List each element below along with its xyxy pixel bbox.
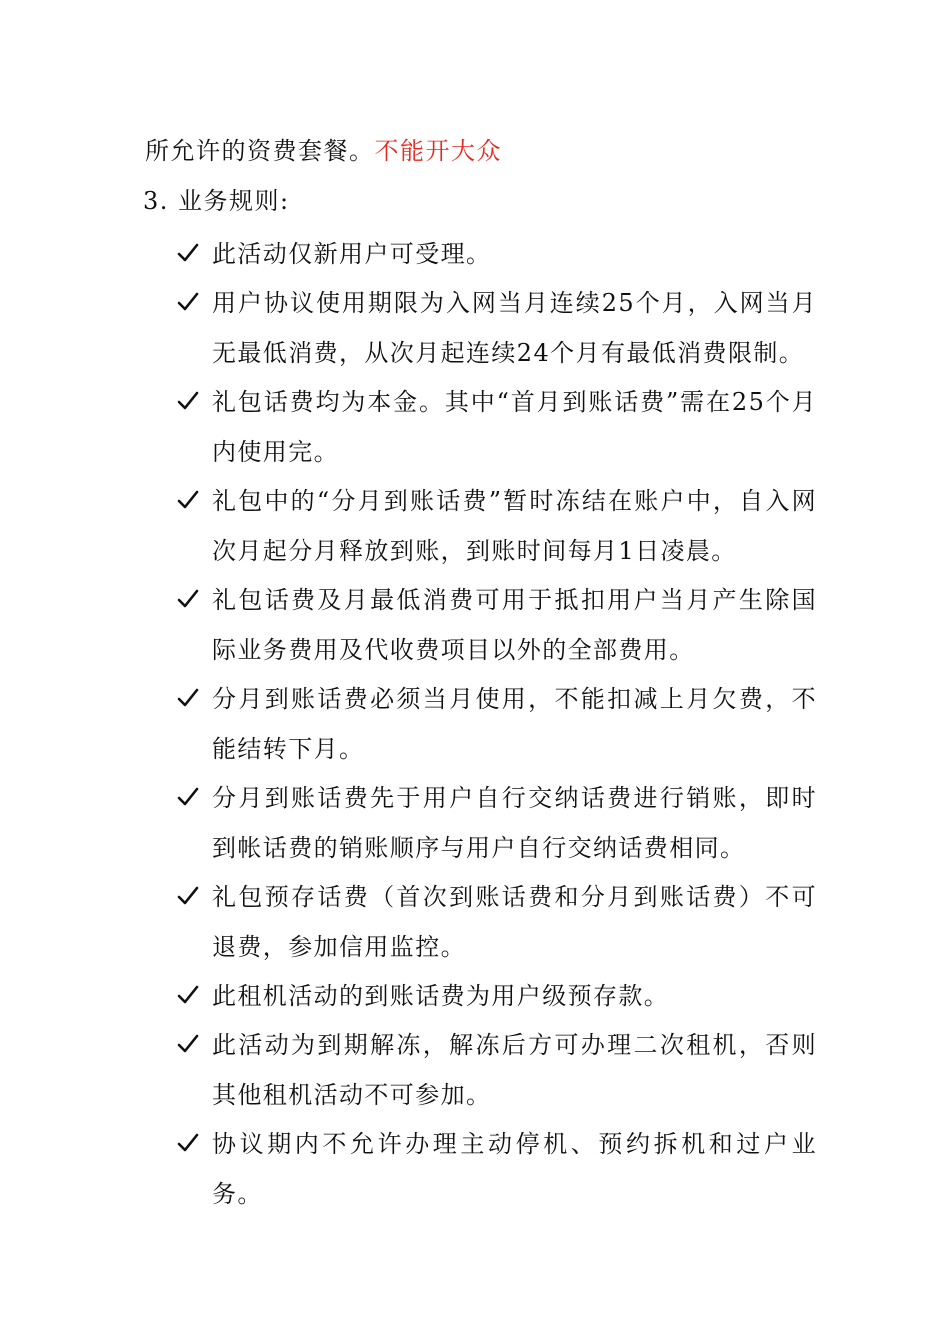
rule-text: 此活动仅新用户可受理。 bbox=[212, 240, 492, 268]
rule-item bbox=[177, 971, 817, 1021]
rule-text: 礼包预存话费（首次到账话费和分月到账话费）不可退费，参加信用监控。 bbox=[212, 883, 817, 961]
rule-item bbox=[177, 229, 817, 279]
check-mark-icon bbox=[177, 588, 199, 610]
check-mark-icon bbox=[177, 786, 199, 808]
rule-item bbox=[177, 674, 817, 774]
section-heading: 3. 业务规则: bbox=[143, 187, 290, 215]
check-mark-icon bbox=[177, 885, 199, 907]
rule-text: 协议期内不允许办理主动停机、预约拆机和过户业务。 bbox=[212, 1130, 817, 1208]
rule-item bbox=[177, 476, 817, 576]
rule-item bbox=[177, 1020, 817, 1120]
rule-text: 分月到账话费先于用户自行交纳话费进行销账，即时到帐话费的销账顺序与用户自行交纳话费相同。 bbox=[212, 784, 817, 862]
rule-text: 此活动为到期解冻，解冻后方可办理二次租机，否则其他租机活动不可参加。 bbox=[212, 1031, 817, 1109]
rule-item bbox=[177, 1119, 817, 1219]
rule-text: 礼包话费及月最低消费可用于抵扣用户当月产生除国际业务费用及代收费项目以外的全部费用。 bbox=[212, 586, 817, 664]
rule-text: 分月到账话费必须当月使用，不能扣减上月欠费，不能结转下月。 bbox=[212, 685, 817, 763]
rule-text: 此租机活动的到账话费为用户级预存款。 bbox=[212, 982, 670, 1010]
check-mark-icon bbox=[177, 291, 199, 313]
check-mark-icon bbox=[177, 390, 199, 412]
check-mark-icon bbox=[177, 489, 199, 511]
check-mark-icon bbox=[177, 1132, 199, 1154]
check-mark-icon bbox=[177, 242, 199, 264]
check-mark-icon bbox=[177, 1033, 199, 1055]
intro-line bbox=[145, 133, 502, 169]
rule-item bbox=[177, 575, 817, 675]
rule-item bbox=[177, 278, 817, 378]
rule-text: 用户协议使用期限为入网当月连续25个月，入网当月无最低消费，从次月起连续24个月有最低消费限制。 bbox=[212, 289, 817, 367]
rule-list bbox=[177, 230, 817, 1219]
rule-text: 礼包中的“分月到账话费”暂时冻结在账户中，自入网次月起分月释放到账，到账时间每月1日凌晨。 bbox=[212, 487, 817, 565]
rule-item bbox=[177, 872, 817, 972]
check-mark-icon bbox=[177, 984, 199, 1006]
rule-item bbox=[177, 773, 817, 873]
rule-item bbox=[177, 377, 817, 477]
rule-text: 礼包话费均为本金。其中“首月到账话费”需在25个月内使用完。 bbox=[212, 388, 817, 466]
intro-highlight-text: 不能开大众 bbox=[374, 137, 502, 165]
intro-text: 所允许的资费套餐。 bbox=[145, 137, 375, 165]
check-mark-icon bbox=[177, 687, 199, 709]
